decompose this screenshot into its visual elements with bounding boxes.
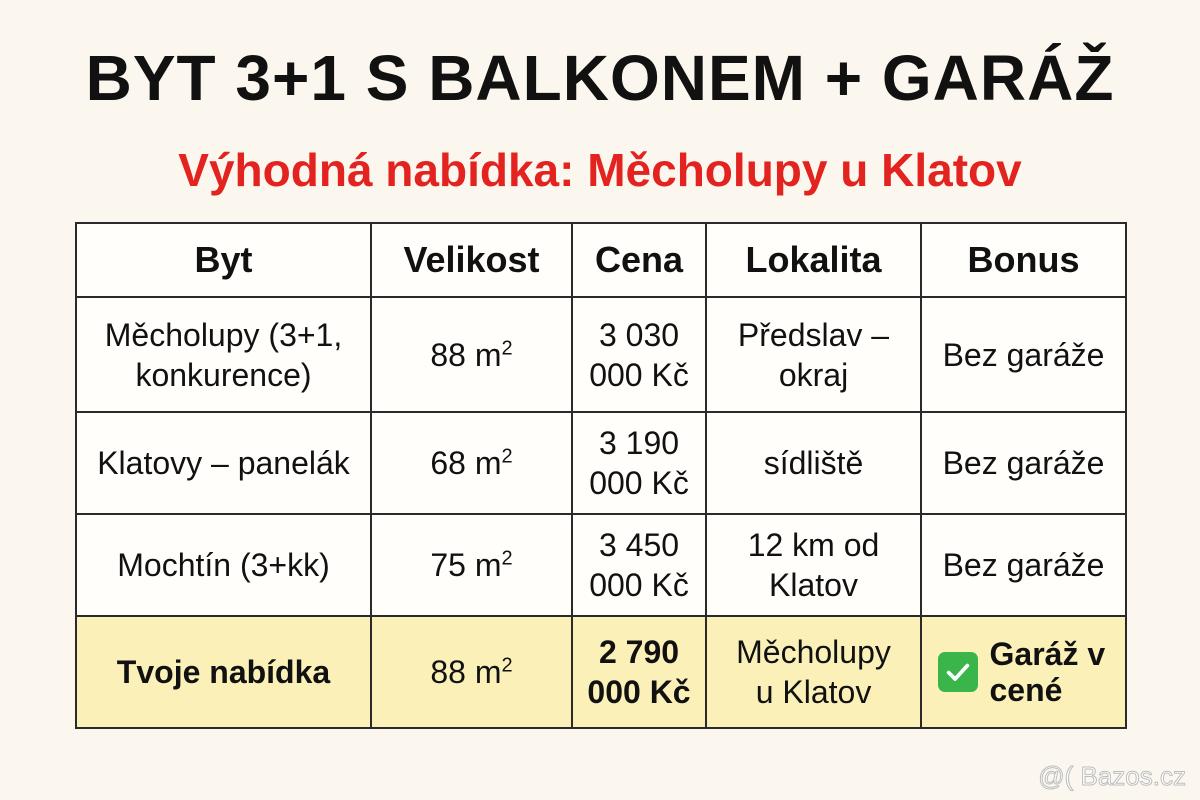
table-header-row — [76, 223, 1126, 297]
table-row — [76, 514, 1126, 616]
header-velikost: Velikost — [371, 223, 572, 297]
cell-name: Klatovy – panelák — [76, 412, 371, 514]
watermark: @( Bazos.cz — [1038, 761, 1186, 791]
cell-name: Mochtín (3+kk) — [76, 514, 371, 616]
page-title: BYT 3+1 S BALKONEM + GARÁŽ — [85, 42, 1115, 114]
comparison-table — [75, 222, 1127, 729]
cell-bonus: Bez garáže — [921, 297, 1126, 412]
header-cena: Cena — [572, 223, 706, 297]
cell-bonus: Bez garáže — [921, 514, 1126, 616]
cell-price: 2 790 000 Kč — [572, 616, 706, 728]
cell-size: 88 $m^2$ — [371, 616, 572, 728]
cell-location: Měcholupy u Klatov — [706, 616, 921, 728]
table-row-highlight — [76, 616, 1126, 728]
cell-location: Předslav – okraj — [706, 297, 921, 412]
page-subtitle: Výhodná nabídka: Měcholupy u Klatov — [178, 144, 1022, 196]
header-bonus: Bonus — [921, 223, 1126, 297]
cell-bonus — [921, 616, 1126, 728]
cell-location: 12 km od Klatov — [706, 514, 921, 616]
table-row — [76, 412, 1126, 514]
header-lokalita: Lokalita — [706, 223, 921, 297]
cell-price: 3 190 000 Kč — [572, 412, 706, 514]
check-icon — [938, 652, 978, 692]
cell-name: Měcholupy (3+1, konkurence) — [76, 297, 371, 412]
cell-price: 3 030 000 Kč — [572, 297, 706, 412]
bonus-label: Garáž v cené — [989, 636, 1106, 708]
cell-size: 88 $m^2$ — [371, 297, 572, 412]
cell-price: 3 450 000 Kč — [572, 514, 706, 616]
cell-name: Tvoje nabídka — [76, 616, 371, 728]
bonus-wrap — [928, 636, 1119, 708]
cell-bonus: Bez garáže — [921, 412, 1126, 514]
cell-size: 68 $m^2$ — [371, 412, 572, 514]
cell-location: sídliště — [706, 412, 921, 514]
table-row — [76, 297, 1126, 412]
header-byt: Byt — [76, 223, 371, 297]
cell-size: 75 $m^2$ — [371, 514, 572, 616]
